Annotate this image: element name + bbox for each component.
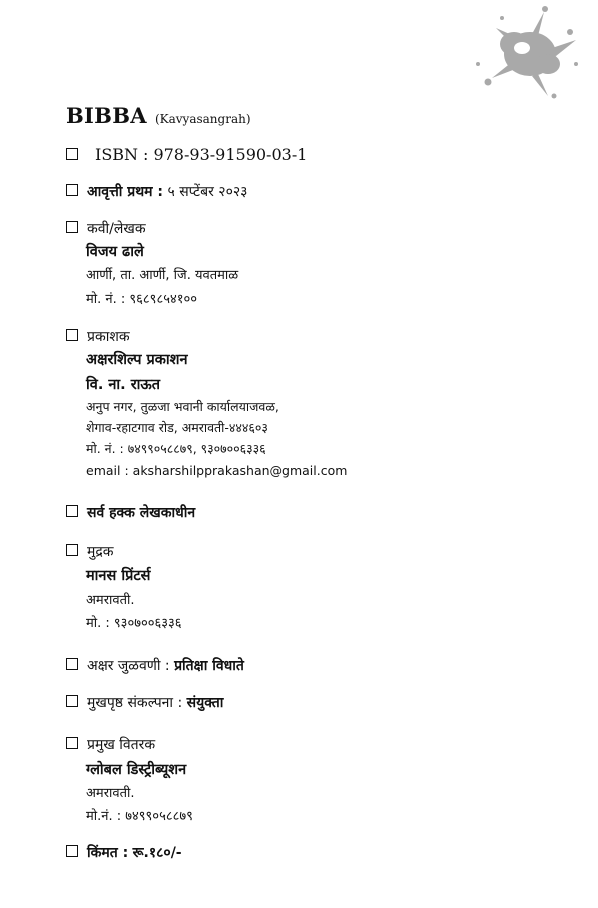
publisher-phone: मो. नं. : ७४९९०५८८७९, ९३०७००६३३६ (86, 441, 266, 456)
rights-text: सर्व हक्क लेखकाधीन (87, 505, 196, 521)
publisher-email: aksharshilpprakashan@gmail.com (132, 463, 348, 478)
isbn-row (66, 145, 307, 164)
author-name: विजय ढाले (86, 244, 144, 260)
isbn-value: 978-93-91590-03-1 (153, 145, 308, 164)
rights-row (66, 503, 195, 522)
author-heading-row (66, 219, 146, 238)
distributor-heading-row (66, 735, 155, 754)
checkbox-icon (66, 329, 78, 341)
publisher-heading: प्रकाशक (87, 329, 130, 345)
checkbox-icon (66, 184, 78, 196)
distributor-phone: मो.नं. : ७४९९०५८८७९ (86, 809, 193, 824)
book-title (66, 103, 251, 128)
title-sub: (Kavyasangrah) (154, 112, 251, 126)
checkbox-icon (66, 544, 78, 556)
publisher-name: अक्षरशिल्प प्रकाशन (86, 352, 188, 368)
checkbox-icon (66, 737, 78, 749)
author-heading: कवी/लेखक (87, 221, 146, 237)
author-phone: मो. नं. : ९६८९८५४१०० (86, 292, 197, 307)
distributor-name: ग्लोबल डिस्ट्रीब्यूशन (86, 762, 187, 778)
typesetting-row (66, 656, 244, 675)
publisher-email-row (86, 463, 347, 478)
distributor-heading: प्रमुख वितरक (87, 737, 156, 753)
title-main: BIBBA (66, 103, 147, 128)
checkbox-icon (66, 148, 78, 160)
edition-label: आवृत्ती प्रथम : (87, 184, 164, 200)
isbn-label: ISBN (95, 145, 139, 164)
distributor-city: अमरावती. (86, 786, 135, 801)
checkbox-icon (66, 658, 78, 670)
printer-phone: मो. : ९३०७००६३३६ (86, 616, 182, 631)
printer-heading-row (66, 542, 114, 561)
price-row (66, 843, 182, 862)
author-address: आर्णी, ता. आर्णी, जि. यवतमाळ (86, 268, 239, 283)
cover-row (66, 693, 223, 712)
printer-name: मानस प्रिंटर्स (86, 568, 151, 584)
ink-splash-icon (452, 4, 582, 104)
edition-row (66, 182, 247, 201)
cover-value: संयुक्ता (186, 695, 224, 711)
printer-city: अमरावती. (86, 593, 135, 608)
price-label: किंमत : (87, 845, 129, 861)
checkbox-icon (66, 695, 78, 707)
checkbox-icon (66, 505, 78, 517)
publisher-address-1: अनुप नगर, तुळजा भवानी कार्यालयाजवळ, (86, 399, 279, 414)
typesetting-label: अक्षर जुळवणी : (87, 658, 170, 674)
cover-label: मुखपृष्ठ संकल्पना : (87, 695, 183, 711)
publisher-person: वि. ना. राऊत (86, 377, 161, 393)
price-value: रू.१८०/- (132, 845, 182, 861)
publisher-heading-row (66, 327, 130, 346)
checkbox-icon (66, 221, 78, 233)
edition-value: ५ सप्टेंबर २०२३ (167, 184, 248, 200)
checkbox-icon (66, 845, 78, 857)
typesetting-value: प्रतिक्षा विधाते (174, 658, 244, 674)
printer-heading: मुद्रक (87, 544, 114, 560)
publisher-address-2: शेगाव-रहाटगाव रोड, अमरावती-४४४६०३ (86, 420, 268, 435)
isbn-sep: : (143, 145, 149, 164)
email-label: email : (86, 463, 129, 478)
